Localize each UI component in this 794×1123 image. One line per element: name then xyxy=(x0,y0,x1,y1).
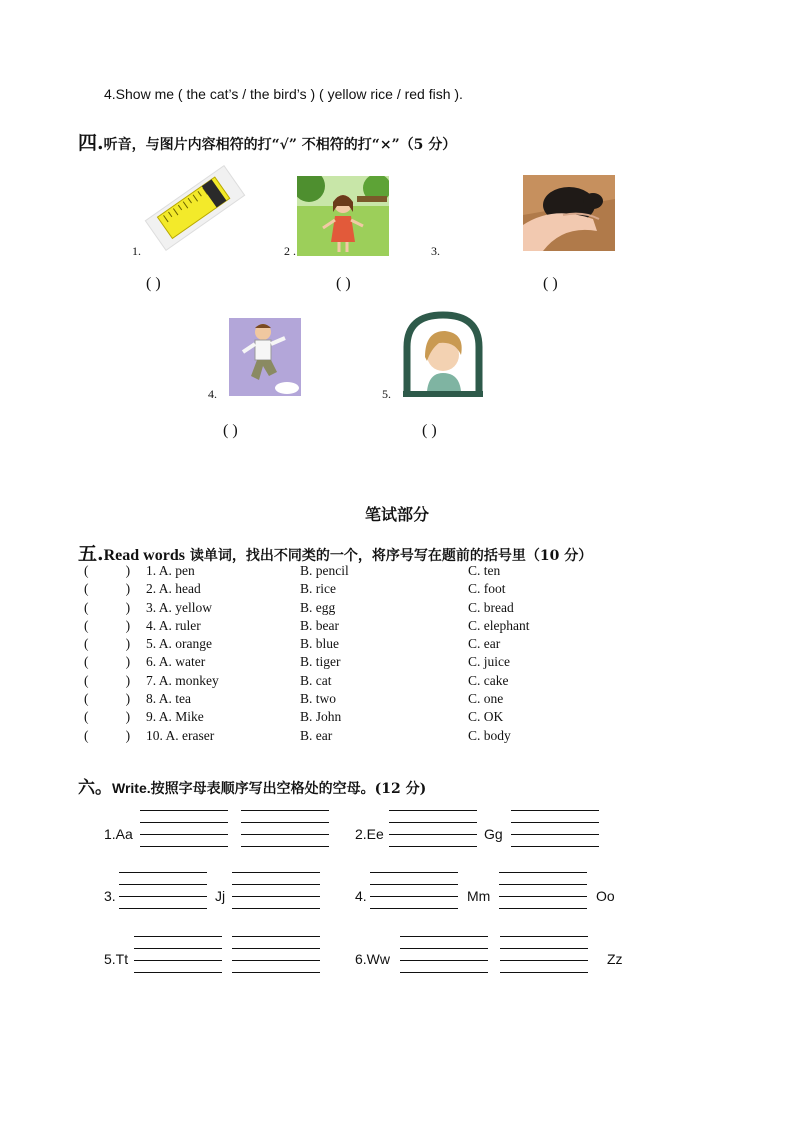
writing-lines[interactable] xyxy=(400,936,488,972)
letter-label-1: 1.Aa xyxy=(104,826,133,842)
word-row-1 xyxy=(84,562,644,580)
word-row-2 xyxy=(84,580,644,598)
option-a: 5. A. orange xyxy=(146,636,212,652)
section-4-heading xyxy=(78,128,456,155)
letter-label-4b: Mm xyxy=(467,888,491,904)
jumping-man-image xyxy=(229,318,301,396)
letter-label-4c: Oo xyxy=(596,888,615,904)
option-c: C. OK xyxy=(468,709,504,725)
option-b: B. cat xyxy=(300,672,332,688)
letter-label-2b: Gg xyxy=(484,826,503,842)
option-b: B. blue xyxy=(300,636,339,652)
written-part-title: 笔试部分 xyxy=(364,505,429,524)
option-c: C. foot xyxy=(468,581,506,597)
word-row-8 xyxy=(84,690,644,708)
picture-1-label: 1. xyxy=(132,244,141,258)
writing-lines[interactable] xyxy=(232,872,320,908)
letter-label-6b: Zz xyxy=(607,951,623,967)
option-c: C. bread xyxy=(468,599,514,615)
option-a: 1. A. pen xyxy=(146,563,195,578)
answer-paren[interactable]: ( ) xyxy=(84,709,131,725)
answer-paren[interactable]: ( ) xyxy=(84,599,131,615)
writing-lines[interactable] xyxy=(511,810,599,846)
option-c: C. juice xyxy=(468,654,510,670)
writing-lines[interactable] xyxy=(500,936,588,972)
girl-at-window-image xyxy=(403,311,483,399)
answer-paren[interactable]: ( ) xyxy=(84,654,131,670)
option-a: 3. A. yellow xyxy=(146,599,212,615)
answer-blank-4[interactable]: ( ) xyxy=(223,422,238,439)
picture-5-label: 5. xyxy=(382,387,391,401)
letter-label-4: 4. xyxy=(355,888,367,904)
dog-image xyxy=(523,175,615,251)
option-a: 9. A. Mike xyxy=(146,709,204,725)
section-6-title-en: Write. xyxy=(112,780,151,796)
option-b: B. rice xyxy=(300,581,336,597)
option-a: 4. A. ruler xyxy=(146,617,201,633)
answer-paren[interactable]: ( ) xyxy=(84,617,131,633)
writing-lines[interactable] xyxy=(232,936,320,972)
word-row-4 xyxy=(84,617,644,635)
girl-in-park-image xyxy=(297,176,389,256)
answer-blank-1[interactable]: ( ) xyxy=(146,275,161,292)
word-row-5 xyxy=(84,635,644,653)
answer-paren[interactable]: ( ) xyxy=(84,727,131,743)
answer-paren[interactable]: ( ) xyxy=(84,581,131,597)
ruler-image xyxy=(143,160,247,256)
word-row-9 xyxy=(84,708,644,726)
writing-lines[interactable] xyxy=(389,810,477,846)
option-c: C. body xyxy=(468,727,511,743)
writing-lines[interactable] xyxy=(134,936,222,972)
letter-label-6: 6.Ww xyxy=(355,951,390,967)
word-row-10 xyxy=(84,727,644,745)
answer-paren[interactable]: ( ) xyxy=(84,563,131,578)
answer-paren[interactable]: ( ) xyxy=(84,672,131,688)
writing-lines[interactable] xyxy=(119,872,207,908)
option-a: 2. A. head xyxy=(146,581,201,597)
option-b: B. egg xyxy=(300,599,336,615)
word-row-6 xyxy=(84,653,644,671)
option-c: C. one xyxy=(468,691,504,707)
option-c: C. ten xyxy=(468,563,501,578)
writing-lines[interactable] xyxy=(499,872,587,908)
section-4-number: 四. xyxy=(78,132,104,154)
option-a: 10. A. eraser xyxy=(146,727,215,743)
question-4-line: 4.Show me ( the cat’s / the bird’s ) ( yellow rice / red fish ). xyxy=(104,86,463,102)
option-b: B. pencil xyxy=(300,563,349,578)
option-c: C. ear xyxy=(468,636,501,652)
picture-2-label: 2 . xyxy=(284,244,296,258)
option-c: C. cake xyxy=(468,672,509,688)
option-a: 6. A. water xyxy=(146,654,206,670)
answer-paren[interactable]: ( ) xyxy=(84,691,131,707)
writing-lines[interactable] xyxy=(370,872,458,908)
section-6-title-cn: 按照字母表顺序写出空格处的空母。(12 分) xyxy=(150,781,427,797)
answer-blank-2[interactable]: ( ) xyxy=(336,275,351,292)
option-c: C. elephant xyxy=(468,617,530,633)
letter-label-2: 2.Ee xyxy=(355,826,384,842)
answer-blank-3[interactable]: ( ) xyxy=(543,275,558,292)
answer-blank-5[interactable]: ( ) xyxy=(422,422,437,439)
writing-lines[interactable] xyxy=(140,810,228,846)
letter-label-3b: Jj xyxy=(215,888,226,904)
section-5-title-en: Read words xyxy=(103,547,185,564)
option-b: B. bear xyxy=(300,617,339,633)
word-row-3 xyxy=(84,599,644,617)
option-b: B. John xyxy=(300,709,342,725)
option-b: B. tiger xyxy=(300,654,341,670)
letter-label-3: 3. xyxy=(104,888,116,904)
letter-label-5: 5.Tt xyxy=(104,951,129,967)
word-list xyxy=(84,562,644,745)
option-a: 7. A. monkey xyxy=(146,672,219,688)
option-b: B. two xyxy=(300,691,337,707)
picture-3-label: 3. xyxy=(431,244,440,258)
writing-lines[interactable] xyxy=(241,810,329,846)
section-5-number: 五. xyxy=(78,543,104,565)
option-b: B. ear xyxy=(300,727,333,743)
section-6-heading xyxy=(78,773,426,798)
answer-paren[interactable]: ( ) xyxy=(84,636,131,652)
section-4-title: 听音，与图片内容相符的打“√” 不相符的打“×”（5 分） xyxy=(103,137,457,153)
word-row-7 xyxy=(84,672,644,690)
section-6-number: 六。 xyxy=(78,778,112,798)
option-a: 8. A. tea xyxy=(146,691,191,707)
picture-4-label: 4. xyxy=(208,387,217,401)
section-5-title-cn: 读单词，找出不同类的一个，将序号写在题前的括号里（10 分） xyxy=(184,548,593,564)
